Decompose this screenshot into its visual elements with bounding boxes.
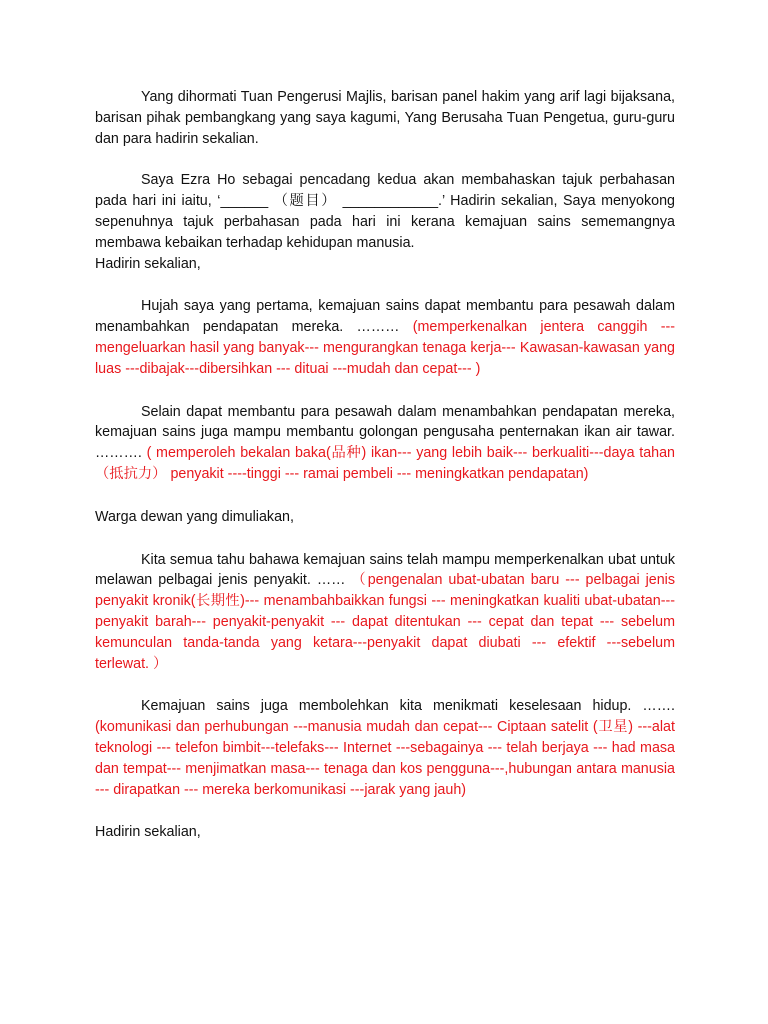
argument-1-text: Hujah saya yang pertama, kemajuan sains dapat membantu para pesawah dalam menambahkan pendapatan mereka. ……… [95, 298, 675, 336]
opening-paragraph: Yang dihormati Tuan Pengerusi Majlis, barisan panel hakim yang arif lagi bijaksana, barisan pihak pembangkang yang saya kagumi, Yang Berusaha Tuan Pengetua, guru-guru dan para hadirin sekalian. [95, 89, 675, 147]
spacer [95, 674, 675, 696]
argument-2-paragraph [95, 402, 675, 485]
argument-4-text: Kemajuan sains juga membolehkan kita menikmati keselesaan hidup. ……. [141, 698, 675, 715]
argument-3-paragraph [95, 550, 675, 675]
spacer [95, 274, 675, 296]
argument-4-paragraph [95, 696, 675, 800]
speech-text [95, 87, 675, 843]
argument-2-text: Selain dapat membantu para pesawah dalam menambahkan pendapatan mereka, kemajuan sains juga mampu membantu golongan pengusaha penternakan ikan air tawar. ………. [95, 403, 675, 462]
spacer [95, 485, 675, 507]
argument-4-note: (komunikasi dan perhubungan ---manusia mudah dan cepat--- Ciptaan satelit (卫星) ---alat teknologi --- telefon bimbit---telefaks--- Internet ---sebagainya --- telah berjaya --- had masa dan tempat--- menjimatkan masa--- tenaga dan kos pengguna---,hubungan antara manusia --- dirapatkan --- mereka berkomunikasi ---jarak yang jauh) [95, 719, 675, 798]
spacer [95, 528, 675, 550]
salutation-closing: Hadirin sekalian, [95, 824, 201, 841]
argument-2-note: ( memperoleh bekalan baka(品种) ikan--- yang lebih baik--- berkualiti---daya tahan （抵抗力） penyakit ----tinggi --- ramai pembeli --- meningkatkan pendapatan) [95, 445, 675, 482]
argument-1-note: (memperkenalkan jentera canggih ---mengeluarkan hasil yang banyak--- mengurangkan tenaga kerja--- Kawasan-kawasan yang luas ---dibajak---dibersihkan --- dituai ---mudah dan cepat--- ) [95, 319, 675, 377]
spacer [95, 380, 675, 402]
spacer [95, 149, 675, 170]
argument-3-text: Kita semua tahu bahawa kemajuan sains telah mampu memperkenalkan ubat untuk melawan pelbagai jenis penyakit. …… [95, 551, 675, 589]
salutation-hadirin: Hadirin sekalian, [95, 255, 201, 272]
argument-1-paragraph [95, 296, 675, 379]
argument-3-note: （pengenalan ubat-ubatan baru --- pelbagai jenis penyakit kronik(长期性)--- menambahbaikkan fungsi --- meningkatkan kualiti ubat-ubatan--- penyakit barah--- penyakit-penyakit --- dapat ditentukan --- cepat dan tepat --- sebelum kemunculan tanda-tanda yang ketara---penyakit dapat diubati --- efektif ---sebelum terlewat. ） [95, 572, 675, 672]
introduction-paragraph: Saya Ezra Ho sebagai pencadang kedua akan membahaskan tajuk perbahasan pada hari ini iaitu, ‘______ （题目） ____________.’ Hadirin sekalian, Saya menyokong sepenuhnya tajuk perbahasan pada hari ini kerana kemajuan sains sememangnya membawa kebaikan terhadap kehidupan manusia. [95, 172, 675, 251]
salutation-warga: Warga dewan yang dimuliakan, [95, 508, 294, 525]
spacer [95, 800, 675, 822]
